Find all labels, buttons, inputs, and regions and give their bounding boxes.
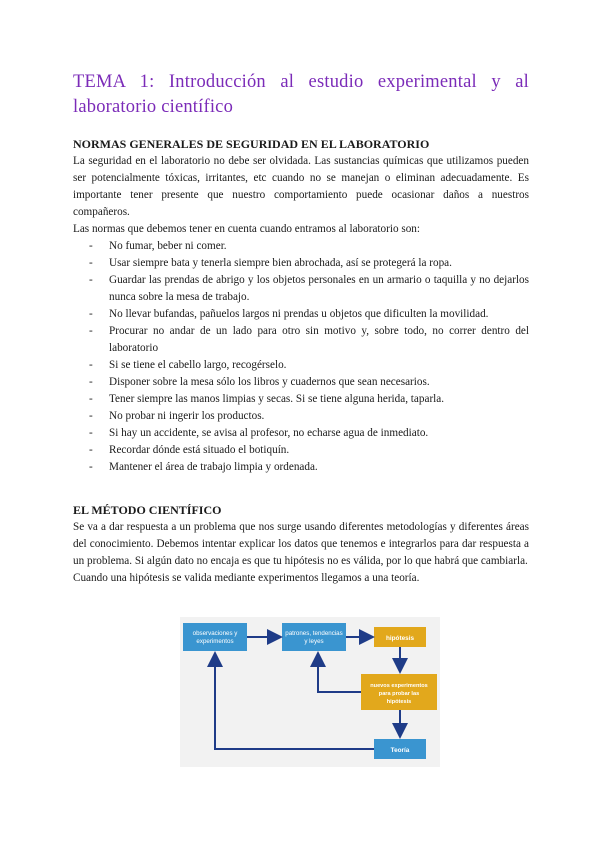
list-item bbox=[73, 459, 529, 476]
list-item bbox=[73, 238, 529, 255]
box-teoria-label: Teoría bbox=[390, 747, 410, 754]
dash-bullet: - bbox=[89, 393, 93, 405]
section-scientific-method bbox=[73, 502, 529, 587]
dash-bullet: - bbox=[89, 240, 93, 252]
list-item-text: No llevar bufandas, pañuelos largos ni prendas u objetos que dificulten la movilidad. bbox=[109, 308, 489, 320]
method-conclusion-paragraph: Cuando una hipótesis se valida mediante experimentos llegamos a una teoría. bbox=[73, 572, 420, 584]
box-observaciones-line1: observaciones y bbox=[192, 630, 238, 637]
list-item-text: Disponer sobre la mesa sólo los libros y cuadernos que sean necesarios. bbox=[109, 376, 430, 388]
list-item bbox=[73, 323, 529, 357]
dash-bullet: - bbox=[89, 444, 93, 456]
safety-rules-list bbox=[73, 238, 529, 476]
diagram-svg bbox=[180, 617, 440, 767]
box-patrones-line1: patrones, tendencias bbox=[285, 630, 343, 637]
list-item bbox=[73, 306, 529, 323]
list-item-text: No fumar, beber ni comer. bbox=[109, 240, 227, 252]
list-item bbox=[73, 272, 529, 306]
section-heading-safety: NORMAS GENERALES DE SEGURIDAD EN EL LABORATORIO bbox=[73, 137, 430, 151]
dash-bullet: - bbox=[89, 410, 93, 422]
list-item-text: Procurar no andar de un lado para otro sin motivo y, sobre todo, no correr dentro del laboratorio bbox=[109, 325, 529, 354]
dash-bullet: - bbox=[89, 257, 93, 269]
section-heading-method: EL MÉTODO CIENTÍFICO bbox=[73, 503, 222, 517]
dash-bullet: - bbox=[89, 359, 93, 371]
box-observaciones-line2: experimentos bbox=[196, 638, 234, 645]
dash-bullet: - bbox=[89, 274, 93, 286]
list-item-text: Si se tiene el cabello largo, recogérselo. bbox=[109, 359, 287, 371]
list-item-text: No probar ni ingerir los productos. bbox=[109, 410, 265, 422]
list-item-text: Guardar las prendas de abrigo y los objetos personales en un armario o taquilla y no dejarlos nunca sobre la mesa de trabajo. bbox=[109, 274, 529, 303]
dash-bullet: - bbox=[89, 308, 93, 320]
safety-intro-paragraph: La seguridad en el laboratorio no debe ser olvidada. Las sustancias químicas que utilizamos pueden ser potencialmente tóxicas, irritantes, etc cuando no se manejan o eliminan adecuadamente. Es importante tener presente que nuestro comportamiento puede ocasionar daños a nuestros compañeros. bbox=[73, 155, 529, 218]
box-patrones bbox=[282, 623, 346, 651]
box-patrones-line2: y leyes bbox=[304, 638, 324, 645]
list-item bbox=[73, 374, 529, 391]
list-item-text: Usar siempre bata y tenerla siempre bien abrochada, así se protegerá la ropa. bbox=[109, 257, 452, 269]
box-nuevos-line1: nuevos experimentos bbox=[370, 683, 428, 689]
list-item bbox=[73, 425, 529, 442]
list-item bbox=[73, 255, 529, 272]
list-item bbox=[73, 391, 529, 408]
dash-bullet: - bbox=[89, 325, 93, 337]
list-item bbox=[73, 408, 529, 425]
list-item-text: Tener siempre las manos limpias y secas. Si se tiene alguna herida, taparla. bbox=[109, 393, 445, 405]
safety-lead-paragraph: Las normas que debemos tener en cuenta cuando entramos al laboratorio son: bbox=[73, 223, 421, 235]
document-page bbox=[73, 70, 529, 587]
box-nuevos-line3: hipótesis bbox=[386, 699, 412, 705]
list-item-text: Recordar dónde está situado el botiquín. bbox=[109, 444, 290, 456]
list-item-text: Si hay un accidente, se avisa al profesor, no echarse agua de inmediato. bbox=[109, 427, 429, 439]
list-item bbox=[73, 442, 529, 459]
scientific-method-diagram bbox=[180, 617, 440, 767]
method-paragraph: Se va a dar respuesta a un problema que nos surge usando diferentes metodologías y diferentes áreas del conocimiento. Debemos intentar explicar los datos que tenemos e integrarlos para dar respuesta a un problema. Si algún dato no encaja es que tu hipótesis no es válida, por lo que habrá que cambiarla. bbox=[73, 521, 529, 567]
dash-bullet: - bbox=[89, 461, 93, 473]
box-nuevos-line2: para probar las bbox=[378, 691, 420, 697]
section-safety bbox=[73, 136, 529, 476]
dash-bullet: - bbox=[89, 427, 93, 439]
list-item bbox=[73, 357, 529, 374]
box-hipotesis-label: hipótesis bbox=[385, 635, 415, 642]
list-item-text: Mantener el área de trabajo limpia y ordenada. bbox=[109, 461, 318, 473]
dash-bullet: - bbox=[89, 376, 93, 388]
page-title: TEMA 1: Introducción al estudio experimental y al laboratorio científico bbox=[73, 72, 529, 117]
box-observaciones bbox=[183, 623, 247, 651]
